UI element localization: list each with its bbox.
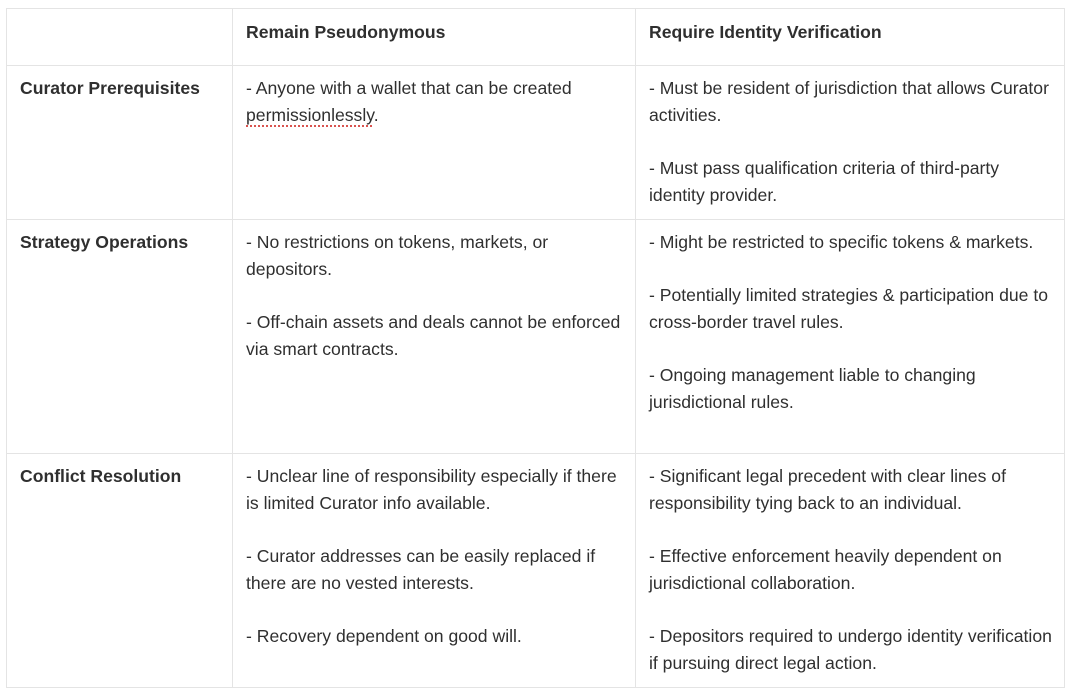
cell-paragraph: - Depositors required to undergo identity verification if pursuing direct legal action. [649, 626, 1052, 673]
table-row [7, 454, 1065, 688]
cell-paragraph: - Must pass qualification criteria of third-party identity provider. [649, 158, 1000, 205]
header-require-identity-verification: Require Identity Verification [636, 9, 1065, 66]
row-label-strategy-operations: Strategy Operations [7, 220, 233, 454]
cell-text: . [373, 105, 379, 125]
cell-paragraph: - No restrictions on tokens, markets, or depositors. [246, 232, 549, 279]
spellcheck-flagged-word[interactable]: permissionlessly [246, 105, 374, 125]
table-header [7, 9, 1065, 66]
cell-pseudonymous [233, 66, 636, 220]
cell-paragraph: - Recovery dependent on good will. [246, 626, 522, 646]
cell-paragraph: - Potentially limited strategies & participation due to cross-border travel rules. [649, 285, 1048, 332]
cell-pseudonymous [233, 220, 636, 454]
row-label-curator-prerequisites: Curator Prerequisites [7, 66, 233, 220]
cell-paragraph: - Ongoing management liable to changing jurisdictional rules. [649, 365, 976, 412]
header-corner-cell [7, 9, 233, 66]
cell-text: - Anyone with a wallet that can be created [246, 78, 572, 98]
cell-paragraph: - Unclear line of responsibility especially if there is limited Curator info available. [246, 466, 617, 513]
cell-identity [636, 220, 1065, 454]
cell-paragraph: - Might be restricted to specific tokens & markets. [649, 232, 1034, 252]
comparison-table-wrapper [6, 8, 1065, 688]
table-row [7, 66, 1065, 220]
cell-identity [636, 454, 1065, 688]
cell-paragraph: - Must be resident of jurisdiction that allows Curator activities. [649, 78, 1049, 125]
table-row [7, 220, 1065, 454]
cell-pseudonymous [233, 454, 636, 688]
header-remain-pseudonymous: Remain Pseudonymous [233, 9, 636, 66]
cell-paragraph: - Significant legal precedent with clear lines of responsibility tying back to an individual. [649, 466, 1006, 513]
cell-paragraph [246, 75, 623, 129]
cell-identity [636, 66, 1065, 220]
cell-paragraph: - Effective enforcement heavily dependent on jurisdictional collaboration. [649, 546, 1002, 593]
comparison-table [6, 8, 1065, 688]
header-row [7, 9, 1065, 66]
table-body [7, 66, 1065, 688]
cell-paragraph: - Curator addresses can be easily replaced if there are no vested interests. [246, 546, 596, 593]
cell-paragraph: - Off-chain assets and deals cannot be enforced via smart contracts. [246, 312, 621, 359]
row-label-conflict-resolution: Conflict Resolution [7, 454, 233, 688]
